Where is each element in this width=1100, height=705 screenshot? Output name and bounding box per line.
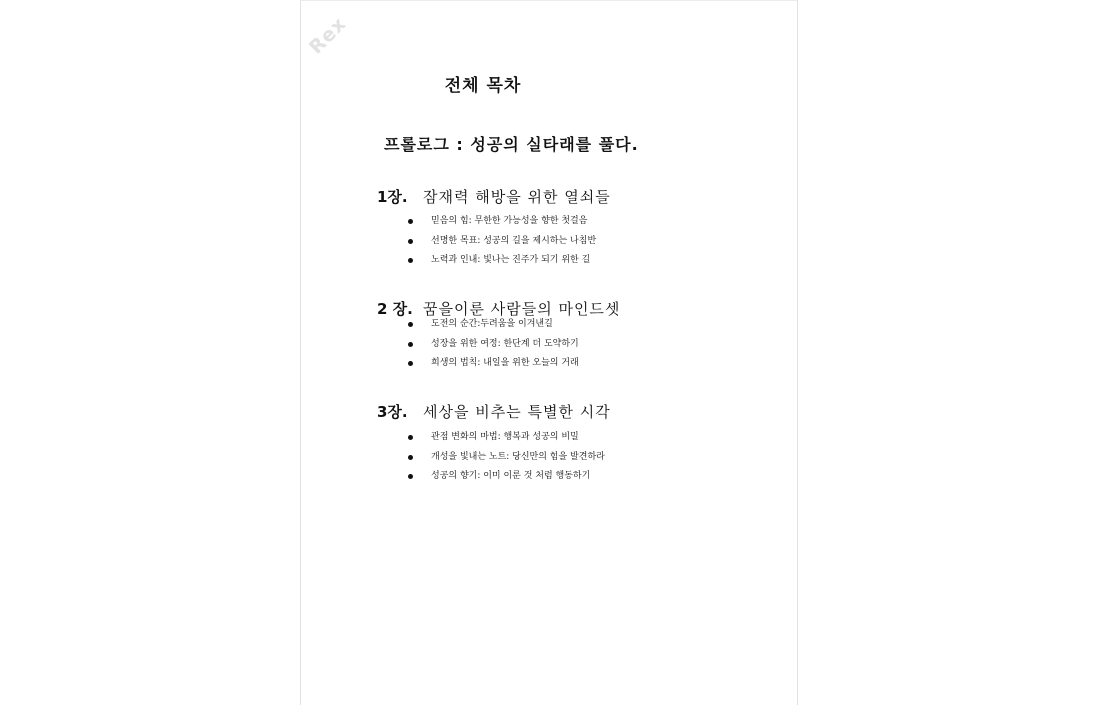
prologue-heading: 프롤로그 : 성공의 실타래를 풀다. <box>384 135 639 154</box>
watermark: Rex <box>305 12 351 59</box>
chapter-title: 세상을 비추는 특별한 시각 <box>423 403 611 421</box>
page-title: 전체 목차 <box>444 76 522 96</box>
chapter-number: 3장. <box>377 403 408 421</box>
bullet-icon <box>408 361 413 366</box>
bullet-icon <box>408 219 413 224</box>
chapter-3-heading <box>377 401 611 422</box>
bullet-icon <box>408 322 413 327</box>
bullet-icon <box>408 342 413 347</box>
chapter-1-heading <box>377 186 611 207</box>
bullet-icon <box>408 239 413 244</box>
chapter-title: 잠재력 해방을 위한 열쇠들 <box>423 188 611 206</box>
document-page: Rex 전체 목차 프롤로그 : 성공의 실타래를 풀다. 1장. 잠재력 해방을 위한 열쇠들 믿음의 힘: 무한한 가능성을 향한 첫걸음 선명한 목표: 성공의 길을 제시하는 나침반 노력과 인내: 빛나는 진주가 되기 위한 길 2 장. 꿈을이룬 사람들의 마인드셋 도전의 순간:두려움을 이겨낸길 성장을 위한 여정: 한단계 더 도약하기 희생의 법칙: 내일을 위한 오늘의 거래 3장. 세상을 비추는 특별한 시각 관점 변화의 마법: 행복과 성공의 비밀 개성을 빛내는 노트: 당신만의 힘을 발견하라 성공의 향기: 이미 이룬 것 처럼 행동하기 <box>300 0 798 705</box>
bullet-icon <box>408 435 413 440</box>
chapter-number: 1장. <box>377 188 408 206</box>
chapter-number: 2 장. <box>377 300 413 318</box>
chapter-title: 꿈을이룬 사람들의 마인드셋 <box>423 300 621 318</box>
bullet-icon <box>408 474 413 479</box>
bullet-icon <box>408 258 413 263</box>
bullet-icon <box>408 455 413 460</box>
